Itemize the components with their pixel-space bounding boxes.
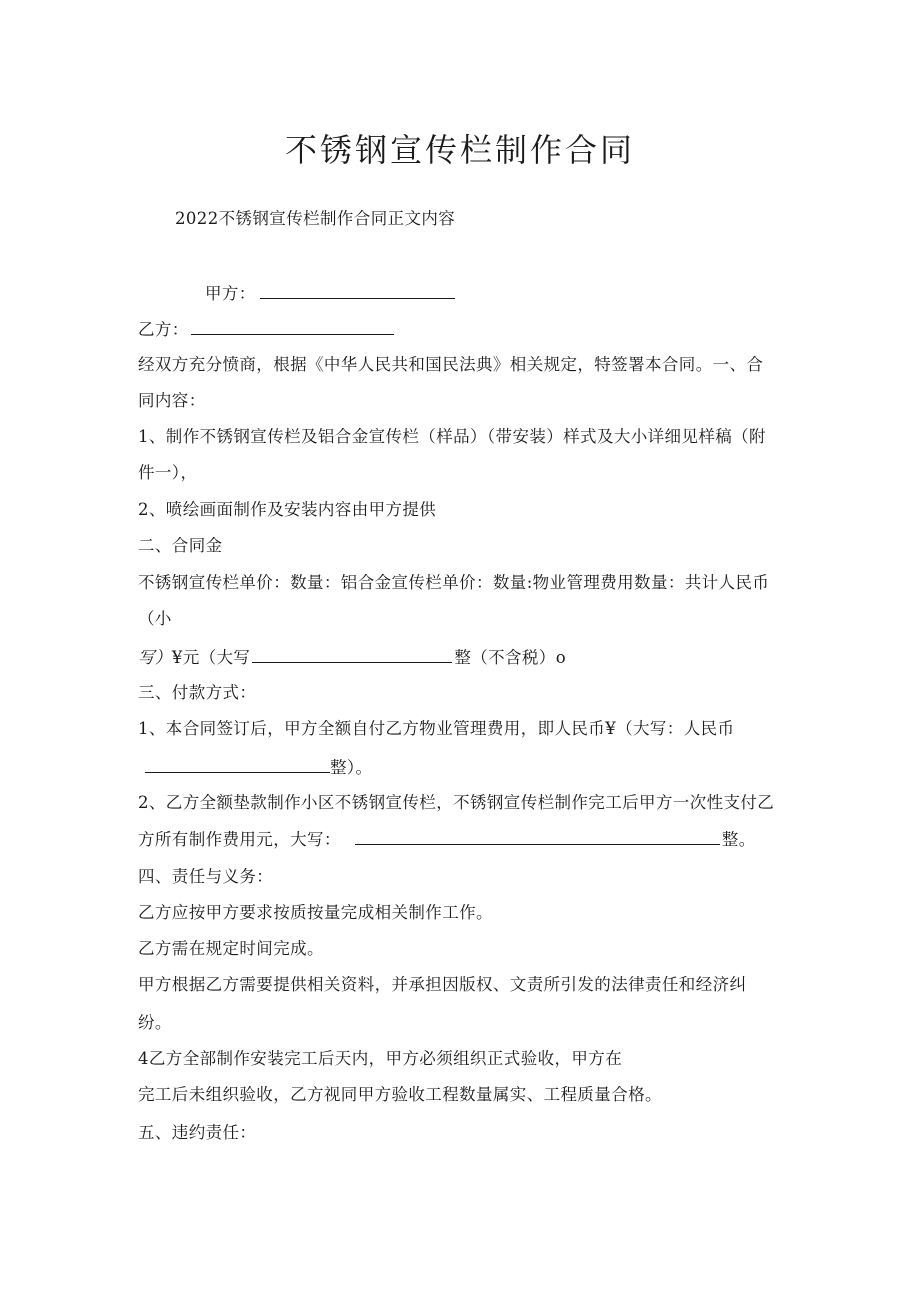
section4-heading: 四、责任与义务：	[138, 867, 274, 886]
duty3-line-2: 纷。	[138, 1013, 172, 1032]
price-yuan: ¥元（大写	[171, 648, 251, 667]
item2-line: 2、喷绘画面制作及安装内容由甲方提供	[138, 500, 437, 519]
price-line-1: 不锈钢宣传栏单价：数量：铝合金宣传栏单价：数量:物业管理费用数量：共计人民币	[138, 573, 770, 592]
party-a-line	[205, 282, 455, 305]
price-tax-note: 整（不含税）o	[454, 648, 567, 667]
price-line-3	[138, 646, 566, 669]
pay2-end: 整。	[721, 830, 756, 849]
pay2-line-2	[138, 828, 756, 851]
duty4-line-1: 4乙方全部制作安装完工后天内，甲方必须组织正式验收，甲方在	[138, 1049, 623, 1068]
intro-line-1: 经双方充分愤商，根据《中华人民共和国民法典》相关规定，特签署本合同。一、合	[138, 355, 764, 374]
section3-heading: 三、付款方式：	[138, 683, 257, 702]
price-amount-blank	[252, 646, 452, 663]
section2-heading: 二、合同金	[138, 536, 223, 555]
pay2-text: 方所有制作费用元，大写：	[138, 830, 341, 849]
duty1-line: 乙方应按甲方要求按质按量完成相关制作工作。	[138, 903, 493, 922]
party-b-label: 乙方：	[138, 320, 189, 339]
party-a-blank	[260, 282, 455, 299]
duty3-line-1: 甲方根据乙方需要提供相关资料，并承担因版权、文责所引发的法律责任和经济纠	[138, 975, 747, 994]
duty2-line: 乙方需在规定时间完成。	[138, 939, 324, 958]
party-b-line	[138, 318, 394, 341]
pay2-line-1: 2、乙方全额垫款制作小区不锈钢宣传栏，不锈钢宣传栏制作完工后甲方一次性支付乙	[138, 793, 775, 812]
pay2-amount-blank	[355, 828, 720, 845]
pay1-amount-blank	[145, 756, 330, 773]
price-line-2: （小	[138, 609, 172, 628]
duty4-line-2: 完工后未组织验收，乙方视同甲方验收工程数量属实、工程质量合格。	[138, 1085, 662, 1104]
item1-line-1: 1、制作不锈钢宣传栏及铝合金宣传栏（样品）（带安装）样式及大小详细见样稿（附	[138, 427, 766, 446]
pay1-line-1: 1、本合同签订后，甲方全额自付乙方物业管理费用，即人民币¥（大写：人民币	[138, 719, 735, 738]
pay1-end: 整）。	[330, 758, 373, 777]
document-subtitle: 2022不锈钢宣传栏制作合同正文内容	[175, 209, 456, 228]
document-title: 不锈钢宣传栏制作合同	[284, 131, 635, 169]
pay1-line-2	[145, 756, 372, 779]
party-b-blank	[191, 318, 394, 335]
section5-heading: 五、违约责任：	[138, 1123, 257, 1142]
intro-line-2: 同内容：	[138, 391, 206, 410]
party-a-label: 甲方：	[205, 284, 256, 303]
item1-line-2: 件一），	[138, 463, 198, 482]
price-small-write: 写）	[138, 648, 172, 667]
